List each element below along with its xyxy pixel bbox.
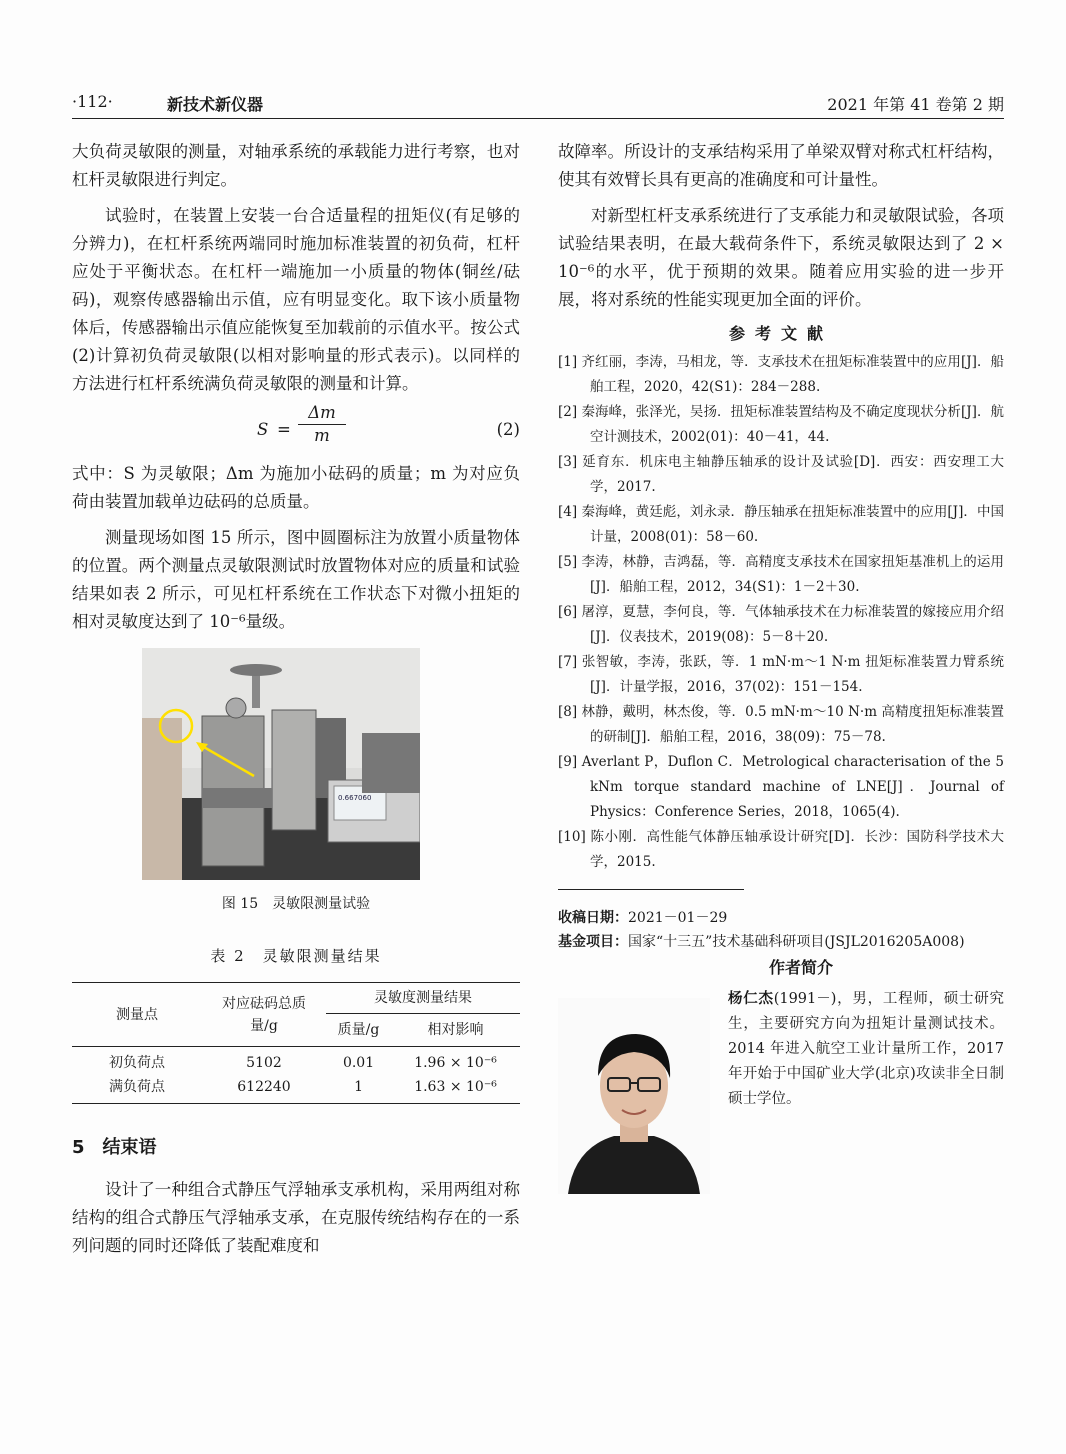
table-cell: 0.01 <box>342 1055 375 1071</box>
right-column <box>558 138 1004 1216</box>
header-cell: 测量点 <box>72 983 202 1047</box>
reference-item: [9] Averlant P，Duflon C．Metrological characterisation of the 5 kNm torque standard machine of LNE[J]．Journal of Physics：Conference Series，2018，1065(4). <box>558 754 1004 820</box>
author-photo <box>558 998 710 1194</box>
references-heading: 参考文献 <box>728 324 833 343</box>
reference-item: [2] 秦海峰，张泽光，吴扬．扭矩标准装置结构及不确定度现状分析[J]．航空计测技术，2002(01)：40－41，44. <box>558 404 1004 445</box>
header-rule <box>72 118 1004 119</box>
fund-label: 基金项目： <box>558 934 628 950</box>
reference-item: [6] 屠淳，夏慧，李何良，等．气体轴承技术在力标准装置的嫁接应用介绍[J]．仪表技术，2019(08)：5－8＋20. <box>558 604 1004 645</box>
issue-info: 2021 年第 41 卷第 2 期 <box>827 95 1004 114</box>
formula-equals: = <box>277 420 291 439</box>
left-column <box>72 138 520 1260</box>
paragraph: 故障率。所设计的支承结构采用了单梁双臂对称式杠杆结构，使其有效臂长具有更高的准确度和可计量性。 <box>558 142 1004 189</box>
test-setup-photo <box>142 648 420 880</box>
table-cell: 1.63 × 10⁻⁶ <box>414 1079 497 1095</box>
fund-text: 国家“十三五”技术基础科研项目(JSJL2016205A008) <box>628 934 965 950</box>
article-meta <box>558 906 1004 954</box>
section-heading: 5 结束语 <box>72 1137 157 1158</box>
reference-item: [10] 陈小刚．高性能气体静压轴承设计研究[D]．长沙：国防科学技术大学，2015. <box>558 829 1004 870</box>
header-cell: 对应砝码总质量/g <box>202 983 326 1047</box>
table-cell: 初负荷点 <box>109 1055 165 1071</box>
figure-caption: 图 15 灵敏限测量试验 <box>221 896 371 912</box>
header-cell: 相对影响 <box>391 1014 520 1047</box>
reference-item: [8] 林静，戴明，林杰俊，等．0.5 mN·m～10 N·m 高精度扭矩标准装置的研制[J]．船舶工程，2016，38(09)：75－78. <box>558 704 1004 745</box>
table-cell: 612240 <box>237 1079 291 1095</box>
formula-fraction <box>298 402 346 447</box>
table-cell: 满负荷点 <box>109 1079 165 1095</box>
author-bio-text: (1991－)，男，工程师，硕士研究生，主要研究方向为扭矩计量测试技术。2014 年进入航空工业计量所工作，2017 年开始于中国矿业大学(北京)攻读非全日制硕士学位。 <box>728 991 1004 1107</box>
table-row <box>72 1047 520 1076</box>
equation-2 <box>72 402 520 458</box>
running-header <box>72 92 1004 116</box>
received-date: 2021－01－29 <box>628 910 728 926</box>
reference-item: [1] 齐红丽，李涛，马相龙，等．支承技术在扭矩标准装置中的应用[J]．船舶工程，2020，42(S1)：284－288. <box>558 354 1004 395</box>
author-profile <box>558 986 1004 1216</box>
formula-denominator: m <box>314 426 330 445</box>
reference-item: [5] 李涛，林静，吉鸿磊，等．高精度支承技术在国家扭矩基准机上的运用[J]．船舶工程，2012，34(S1)：1－2＋30. <box>558 554 1004 595</box>
paragraph: 大负荷灵敏限的测量，对轴承系统的承载能力进行考察，也对杠杆灵敏限进行判定。 <box>72 142 520 189</box>
formula-lhs: S <box>257 420 269 439</box>
table-row <box>72 1075 520 1104</box>
author-bio <box>728 986 1004 1112</box>
table-cell: 1 <box>354 1079 363 1095</box>
page-number: ·112· <box>72 92 113 111</box>
paragraph: 对新型杠杆支承系统进行了支承能力和灵敏限试验，各项试验结果表明，在最大载荷条件下，系统灵敏限达到了 2 × 10⁻⁶的水平，优于预期的效果。随着应用实验的进一步开展，将对系统的性能实现更加全面的评价。 <box>558 206 1004 309</box>
author-heading: 作者简介 <box>768 958 833 977</box>
results-table <box>72 982 520 1104</box>
equation-number: (2) <box>496 420 520 439</box>
paragraph: 设计了一种组合式静压气浮轴承支承机构，采用两组对称结构的组合式静压气浮轴承支承，在克服传统结构存在的一系列问题的同时还降低了装配难度和 <box>72 1180 520 1255</box>
reference-item: [4] 秦海峰，黄廷彪，刘永录．静压轴承在扭矩标准装置中的应用[J]．中国计量，2008(01)：58－60. <box>558 504 1004 545</box>
header-cell: 灵敏度测量结果 <box>326 983 520 1014</box>
received-label: 收稿日期： <box>558 910 628 926</box>
screen-readout: 0.667060 <box>338 794 372 802</box>
formula-numerator: Δm <box>298 402 346 425</box>
paragraph: 式中：S 为灵敏限；Δm 为施加小砝码的质量；m 为对应负荷由装置加载单边砝码的总质量。 <box>72 464 520 511</box>
reference-item: [7] 张智敏，李涛，张跃，等．1 mN·m～1 N·m 扭矩标准装置力臂系统[J]．计量学报，2016，37(02)：151－154. <box>558 654 1004 695</box>
table-cell: 5102 <box>246 1055 282 1071</box>
table-cell: 1.96 × 10⁻⁶ <box>414 1055 497 1071</box>
reference-item: [3] 延育东．机床电主轴静压轴承的设计及试验[D]．西安：西安理工大学，2017. <box>558 454 1004 495</box>
paragraph: 测量现场如图 15 所示，图中圆圈标注为放置小质量物体的位置。两个测量点灵敏限测试时放置物体对应的质量和试验结果如表 2 所示，可见杠杆系统在工作状态下对微小扭矩的相对灵敏度达到了 10⁻⁶量级。 <box>72 528 520 631</box>
author-name: 杨仁杰 <box>728 990 774 1007</box>
table-caption: 表 2 灵敏限测量结果 <box>210 947 382 965</box>
journal-name: 新技术新仪器 <box>167 95 264 114</box>
footnote-rule <box>558 889 744 890</box>
paragraph: 试验时，在装置上安装一台合适量程的扭矩仪(有足够的分辨力)，在杠杆系统两端同时施加标准装置的初负荷，杠杆应处于平衡状态。在杠杆一端施加一小质量的物体(铜丝/砝码)，观察传感器输出示值，应有明显变化。取下该小质量物体后，传感器输出示值应能恢复至加载前的示值水平。按公式(2)计算初负荷灵敏限(以相对影响量的形式表示)。以同样的方法进行杠杆系统满负荷灵敏限的测量和计算。 <box>72 206 520 393</box>
reference-list <box>558 350 1004 875</box>
header-cell: 质量/g <box>326 1014 391 1047</box>
